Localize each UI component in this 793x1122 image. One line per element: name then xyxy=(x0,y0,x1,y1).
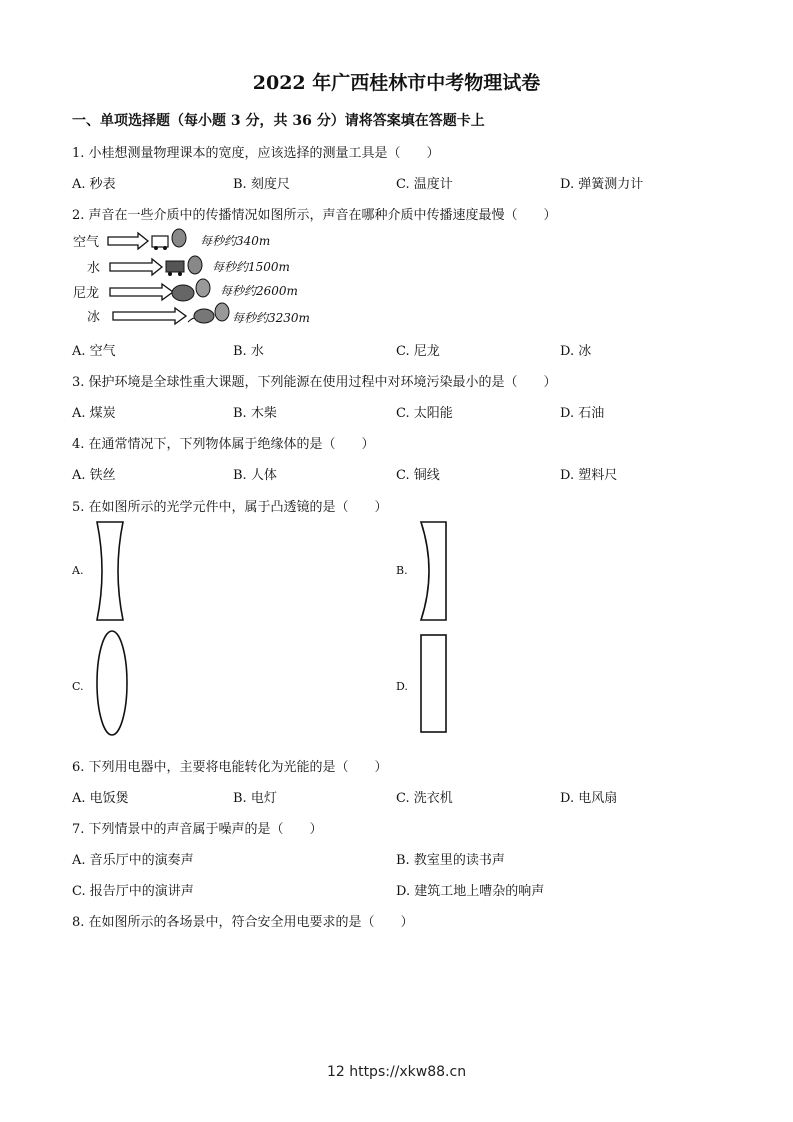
question-6: 6. 下列用电器中，主要将电能转化为光能的是（ ） xyxy=(72,760,388,775)
question-7: 7. 下列情景中的声音属于噪声的是（ ） xyxy=(72,822,323,837)
q5-option-c: C. xyxy=(72,680,84,693)
question-4: 4. 在通常情况下，下列物体属于绝缘体的是（ ） xyxy=(72,437,375,452)
q3-option-b: B. 木柴 xyxy=(233,406,277,421)
medium-water-label: 水 xyxy=(87,261,101,276)
speed-water-label: 每秒约1500m xyxy=(212,260,290,274)
q7-option-b: B. 教室里的读书声 xyxy=(396,853,505,868)
q6-option-b: B. 电灯 xyxy=(233,791,277,806)
question-1: 1. 小桂想测量物理课本的宽度，应该选择的测量工具是（ ） xyxy=(72,146,440,161)
q7-option-a: A. 音乐厅中的演奏声 xyxy=(72,853,194,868)
question-8: 8. 在如图所示的各场景中，符合安全用电要求的是（ ） xyxy=(72,915,414,930)
q3-option-c: C. 太阳能 xyxy=(396,406,453,421)
q1-option-c: C. 温度计 xyxy=(396,177,453,192)
convex-lens-icon xyxy=(94,628,130,738)
q4-option-a: A. 铁丝 xyxy=(72,468,116,483)
speed-nylon-label: 每秒约2600m xyxy=(220,284,298,298)
glass-slab-icon xyxy=(419,633,449,735)
sound-propagation-figure xyxy=(70,226,340,332)
q4-option-b: B. 人体 xyxy=(233,468,277,483)
medium-air-label: 空气 xyxy=(73,235,100,250)
runner-figure-icon xyxy=(152,229,186,250)
q4-option-d: D. 塑料尺 xyxy=(560,468,618,483)
q7-option-d: D. 建筑工地上嘈杂的响声 xyxy=(396,884,545,899)
q7-option-c: C. 报告厅中的演讲声 xyxy=(72,884,194,899)
q5-option-a: A. xyxy=(72,564,84,577)
q5-option-d: D. xyxy=(396,680,408,693)
medium-nylon-label: 尼龙 xyxy=(73,286,100,301)
speed-ice-label: 每秒约3230m xyxy=(232,311,310,325)
page-title: 2022 年广西桂林市中考物理试卷 xyxy=(252,72,541,94)
meniscus-lens-icon xyxy=(418,520,450,622)
runner-figure-icon xyxy=(166,256,202,276)
q3-option-a: A. 煤炭 xyxy=(72,406,116,421)
question-3: 3. 保护环境是全球性重大课题，下列能源在使用过程中对环境污染最小的是（ ） xyxy=(72,375,557,390)
speed-air-label: 每秒约340m xyxy=(200,234,271,248)
q6-option-c: C. 洗衣机 xyxy=(396,791,453,806)
arrow-icon xyxy=(110,284,173,300)
q1-option-a: A. 秒表 xyxy=(72,177,116,192)
runner-figure-icon xyxy=(188,303,229,323)
q2-option-b: B. 水 xyxy=(233,344,264,359)
q6-option-a: A. 电饭煲 xyxy=(72,791,129,806)
q5-option-b: B. xyxy=(396,564,408,577)
medium-ice-label: 冰 xyxy=(87,310,101,325)
q6-option-d: D. 电风扇 xyxy=(560,791,618,806)
arrow-icon xyxy=(110,259,162,275)
q2-option-c: C. 尼龙 xyxy=(396,344,440,359)
page-footer: 12 https://xkw88.cn xyxy=(326,1064,467,1080)
q3-option-d: D. 石油 xyxy=(560,406,605,421)
section-heading: 一、单项选择题（每小题 3 分，共 36 分）请将答案填在答题卡上 xyxy=(72,113,485,129)
question-5: 5. 在如图所示的光学元件中，属于凸透镜的是（ ） xyxy=(72,500,388,515)
concave-lens-icon xyxy=(94,520,126,622)
q1-option-d: D. 弹簧测力计 xyxy=(560,177,644,192)
q2-option-a: A. 空气 xyxy=(72,344,116,359)
q2-option-d: D. 冰 xyxy=(560,344,592,359)
q4-option-c: C. 铜线 xyxy=(396,468,440,483)
runner-figure-icon xyxy=(172,279,210,301)
arrow-icon xyxy=(113,308,186,324)
arrow-icon xyxy=(108,233,148,249)
question-2: 2. 声音在一些介质中的传播情况如图所示，声音在哪种介质中传播速度最慢（ ） xyxy=(72,208,557,223)
q1-option-b: B. 刻度尺 xyxy=(233,177,290,192)
